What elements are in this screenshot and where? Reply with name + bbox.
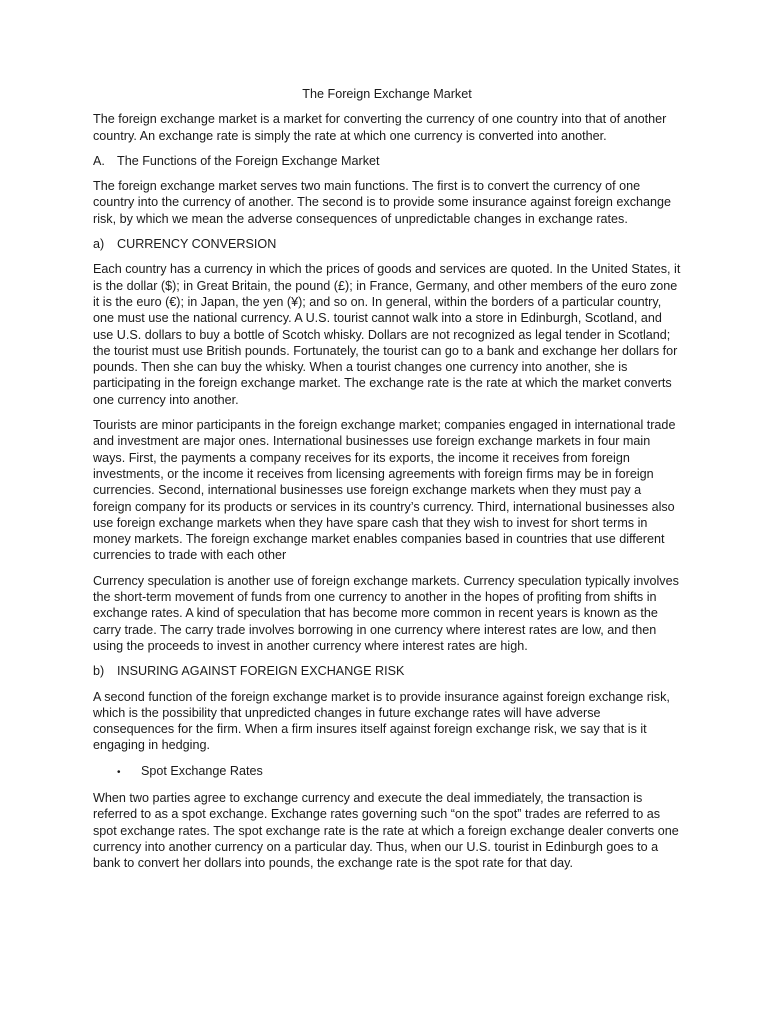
subsection-b-heading [93, 663, 681, 679]
section-a-title: The Functions of the Foreign Exchange Market [117, 153, 380, 168]
document-title: The Foreign Exchange Market [302, 87, 472, 101]
section-a-body: The foreign exchange market serves two main functions. The first is to convert the currency of one country into the currency of another. The second is to provide some insurance against foreign exchange risk, by which we mean the adverse consequences of unpredictable changes in exchange rates. [93, 179, 672, 226]
bullet-label: Spot Exchange Rates [141, 763, 263, 778]
bullet-spot-exchange-rates [93, 763, 681, 781]
section-a-marker: A. [93, 153, 105, 168]
subsection-a-title: CURRENCY CONVERSION [117, 237, 277, 252]
spot-exchange-paragraph: When two parties agree to exchange currency and execute the deal immediately, the transaction is referred to as a spot exchange. Exchange rates governing such “on the spot” trades are referred to as spot exchange rates. The spot exchange rate is the rate at which a foreign exchange dealer converts one currency into another currency on a particular day. Thus, when our U.S. tourist in Edinburgh goes to a bank to convert her dollars into pounds, the exchange rate is the spot rate for that day. [93, 790, 679, 871]
subsection-a-heading [93, 236, 681, 252]
subsection-b-marker: b) [93, 664, 105, 679]
document-page [93, 86, 681, 880]
currency-conversion-paragraph-2: Tourists are minor participants in the foreign exchange market; companies engaged in international trade and investment are major ones. International businesses use foreign exchange markets in four main ways. First, the payments a company receives for its exports, the income it receives from foreign investments, or the income it receives from licensing agreements with foreign firms may be in foreign currencies. Second, international businesses use foreign exchange markets when they must pay a foreign company for its products or services in its country’s currency. Third, international businesses also use foreign exchange markets when they have spare cash that they wish to invest for short terms in money markets. The foreign exchange market enables companies based in countries that use different currencies to trade with each other [93, 418, 676, 563]
currency-conversion-paragraph-1: Each country has a currency in which the prices of goods and services are quoted. In the United States, it is the dollar ($); in Great Britain, the pound (£); in France, Germany, and other members of the euro zone it is the euro (€); in Japan, the yen (¥); and so on. In general, within the borders of a particular country, one must use the national currency. A U.S. tourist cannot walk into a store in Edinburgh, Scotland, and use U.S. dollars to buy a bottle of Scotch whisky. Dollars are not recognized as legal tender in Scotland; the tourist must use British pounds. Fortunately, the tourist can go to a bank and exchange her dollars for pounds. Then she can buy the whisky. When a tourist changes one currency into another, she is participating in the foreign exchange market. The exchange rate is the rate at which the market converts one currency into another. [93, 262, 681, 407]
insuring-paragraph-1: A second function of the foreign exchange market is to provide insurance against foreign exchange risk, which is the possibility that unpredicted changes in future exchange rates will have adverse consequences for the firm. When a firm insures itself against foreign exchange risk, we say that is it engaging in hedging. [93, 689, 670, 753]
subsection-a-marker: a) [93, 237, 105, 252]
section-a-heading [93, 153, 681, 169]
intro-paragraph: The foreign exchange market is a market for converting the currency of one country into that of another country. An exchange rate is simply the rate at which one currency is converted into another. [93, 112, 667, 143]
subsection-b-title: INSURING AGAINST FOREIGN EXCHANGE RISK [117, 664, 405, 679]
currency-conversion-paragraph-3: Currency speculation is another use of foreign exchange markets. Currency speculation typically involves the short-term movement of funds from one currency to another in the hopes of profiting from shifts in exchange rates. A kind of speculation that has become more common in recent years is known as the carry trade. The carry trade involves borrowing in one currency where interest rates are low, and then using the proceeds to invest in another currency where interest rates are high. [93, 573, 679, 653]
bullet-icon: • [117, 766, 121, 778]
